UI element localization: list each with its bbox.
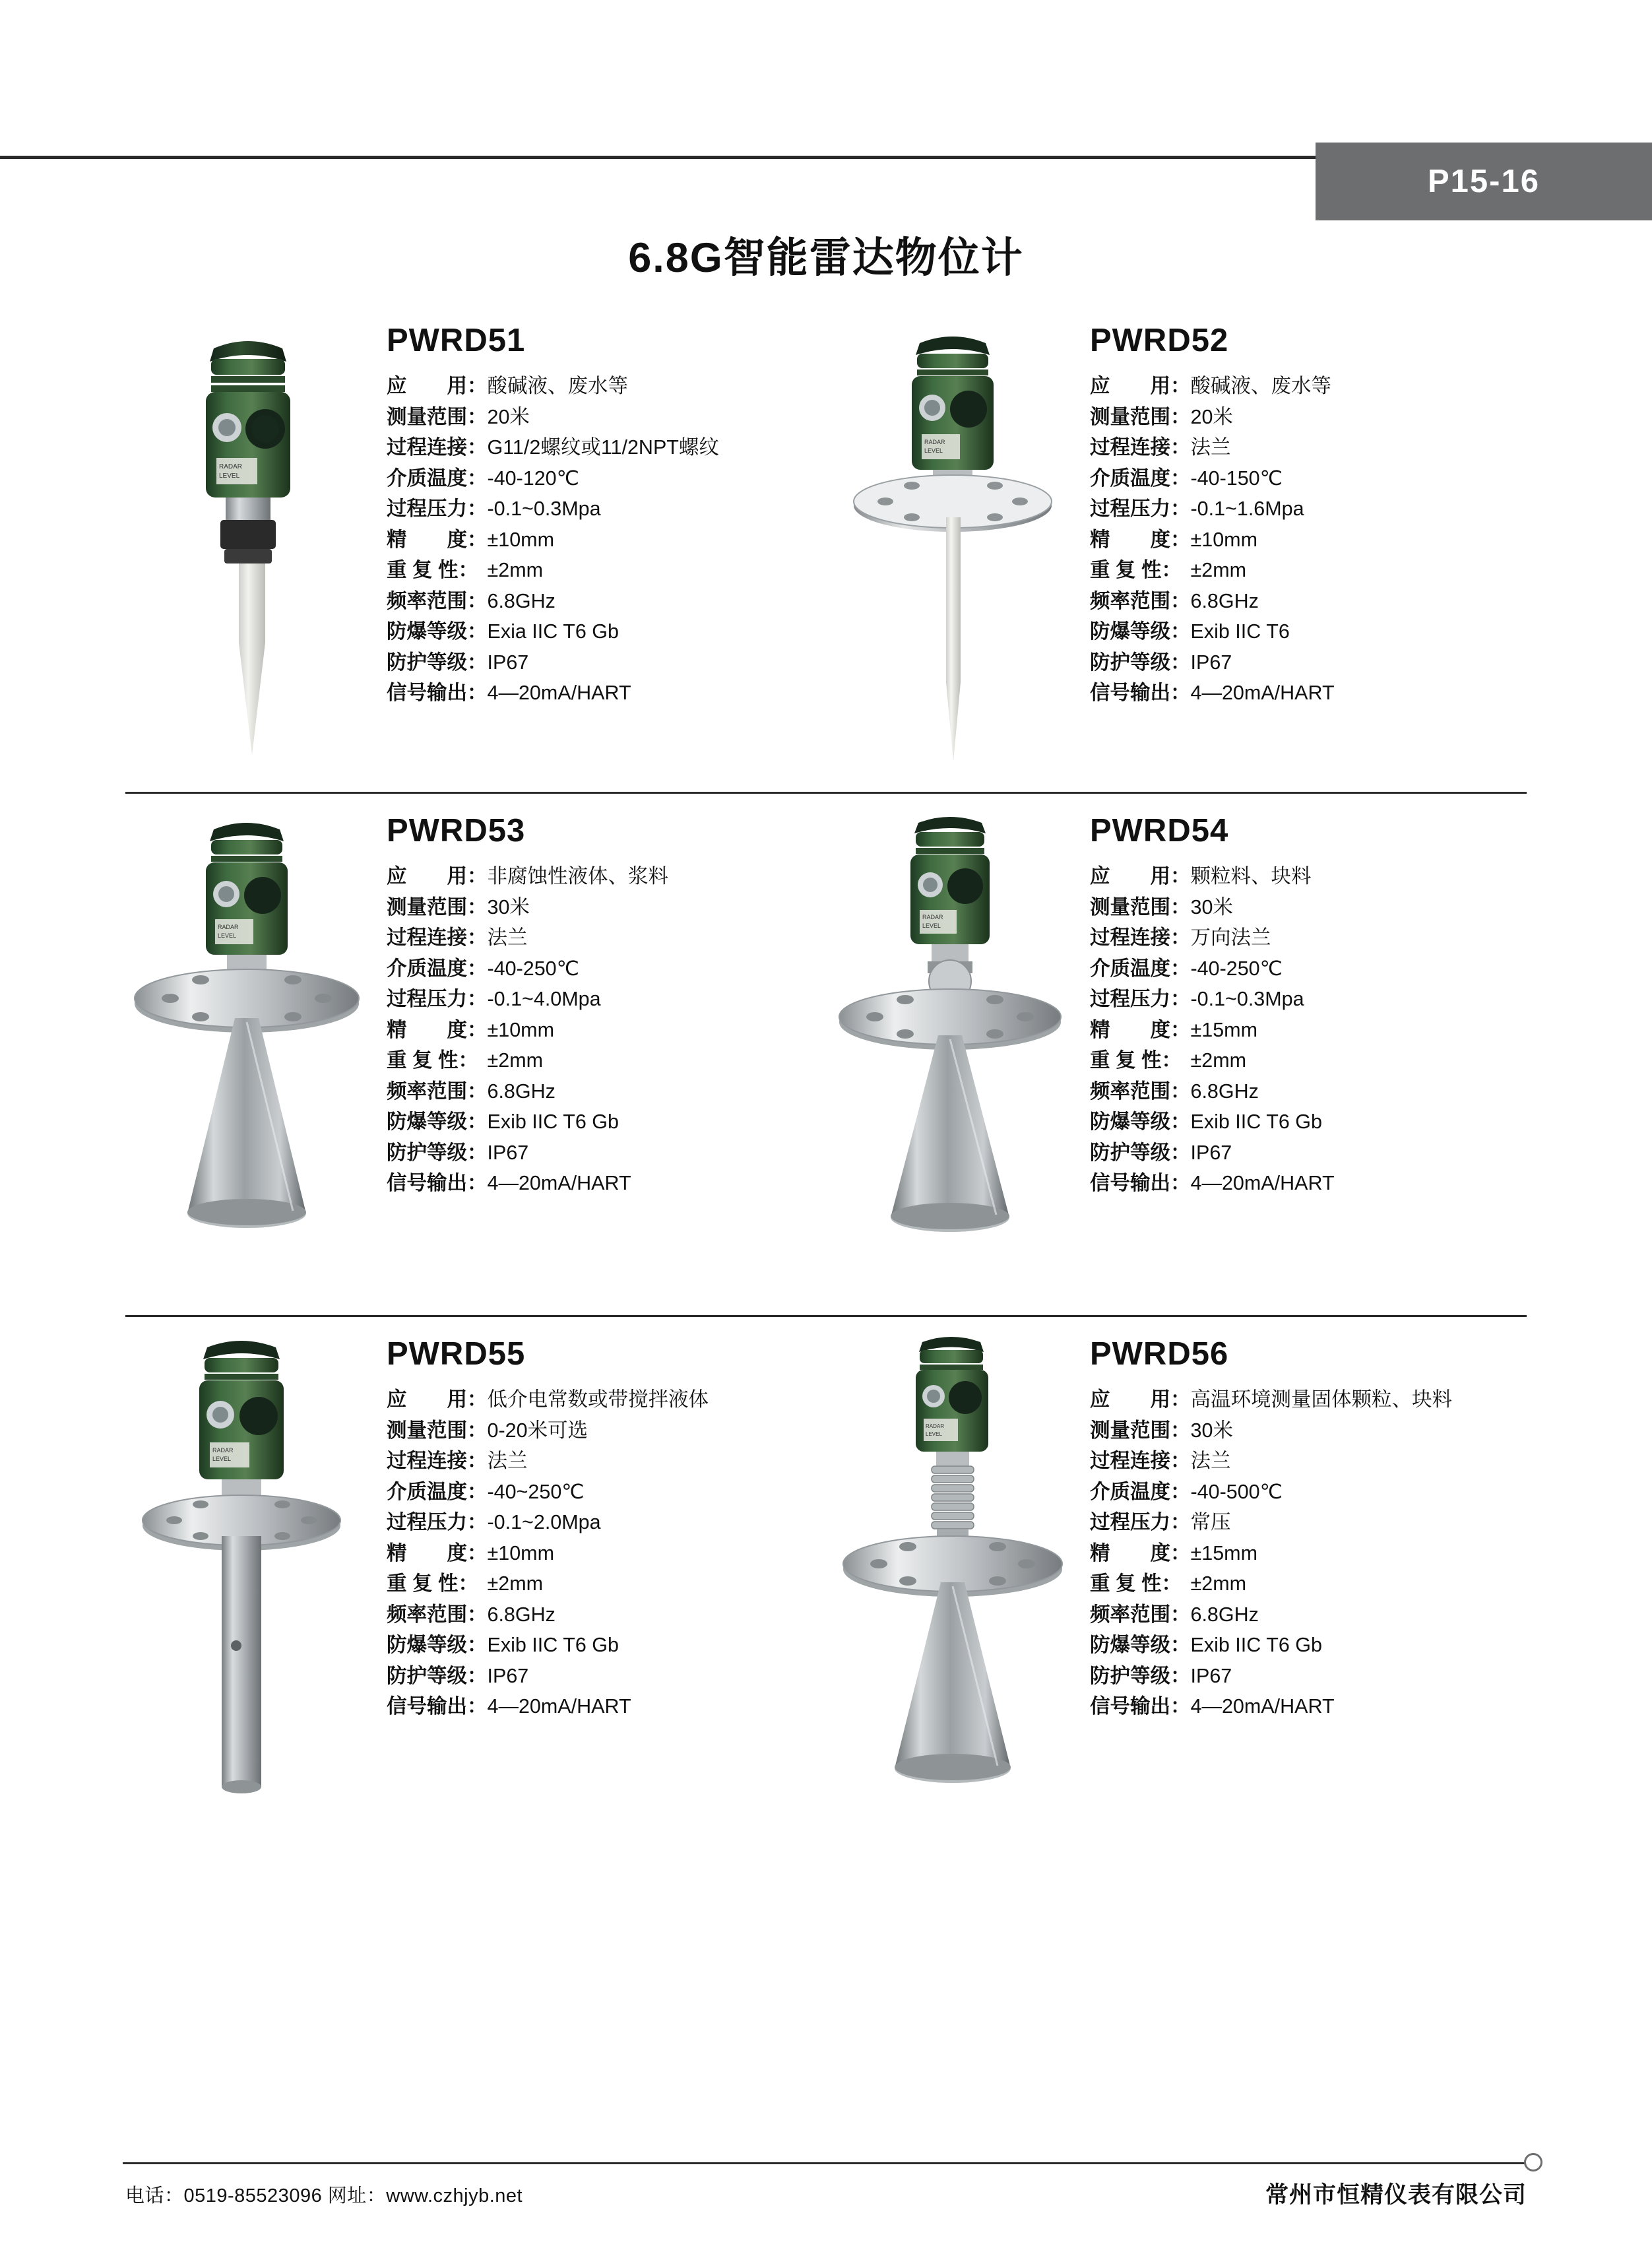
spec-value-frequency: 6.8GHz — [1190, 589, 1259, 612]
spec-value-application: 非腐蚀性液体、浆料 — [487, 865, 668, 887]
spec-row-protection — [1090, 653, 1335, 684]
spec-value-repeatability: ±2mm — [487, 1572, 544, 1595]
spec-row-process-pressure — [1090, 1512, 1452, 1543]
spec-value-accuracy: ±15mm — [1190, 1541, 1257, 1564]
spec-label-process-connection: 过程连接： — [1090, 1450, 1191, 1472]
spec-value-range: 20米 — [1190, 405, 1233, 428]
spec-value-process-pressure: 常压 — [1190, 1511, 1231, 1533]
spec-label-process-pressure: 过程压力： — [387, 988, 488, 1010]
spec-row-process-pressure — [387, 499, 719, 530]
spec-value-explosion-proof: Exia IIC T6 Gb — [487, 620, 619, 643]
product-specs-pwrd54 — [1083, 800, 1529, 1204]
product-model: PWRD53 — [387, 813, 526, 849]
svg-text:LEVEL: LEVEL — [219, 472, 240, 480]
spec-row-process-connection — [1090, 437, 1335, 468]
product-specs-pwrd52 — [1083, 310, 1529, 714]
spec-label-explosion-proof: 防爆等级： — [1090, 620, 1191, 643]
spec-label-accuracy: 精 度： — [387, 528, 488, 551]
spec-value-frequency: 6.8GHz — [487, 1079, 556, 1103]
product-image-pwrd51 — [123, 310, 380, 784]
spec-value-frequency: 6.8GHz — [1190, 1079, 1259, 1103]
radar-level-meter-universal-flange-horn-icon — [833, 812, 1077, 1301]
spec-value-process-connection: 法兰 — [487, 926, 528, 949]
spec-label-application: 应 用： — [387, 1388, 488, 1411]
spec-label-process-connection: 过程连接： — [1090, 436, 1191, 459]
product-image-pwrd53 — [123, 800, 380, 1301]
spec-label-frequency: 频率范围： — [1090, 1079, 1191, 1103]
product-specs-pwrd56 — [1083, 1324, 1529, 1727]
spec-label-accuracy: 精 度： — [1090, 1541, 1191, 1564]
spec-label-medium-temperature: 介质温度： — [387, 466, 488, 490]
footer-divider — [123, 2162, 1529, 2164]
spec-value-process-pressure: -0.1~1.6Mpa — [1190, 498, 1304, 520]
spec-value-application: 酸碱液、废水等 — [1190, 375, 1331, 397]
spec-value-process-pressure: -0.1~2.0Mpa — [487, 1511, 601, 1533]
spec-label-accuracy: 精 度： — [1090, 1018, 1191, 1041]
spec-value-application: 低介电常数或带搅拌液体 — [487, 1388, 709, 1411]
spec-value-explosion-proof: Exib IIC T6 Gb — [487, 1110, 619, 1133]
spec-value-medium-temperature: -40~250℃ — [487, 1480, 585, 1503]
spec-label-medium-temperature: 介质温度： — [1090, 957, 1191, 980]
footer-contact: 电话：0519-85523096 网址：www.czhjyb.net — [125, 2185, 523, 2206]
spec-label-frequency: 频率范围： — [1090, 1603, 1191, 1626]
spec-row-process-connection — [387, 928, 668, 959]
spec-value-process-pressure: -0.1~0.3Mpa — [487, 498, 601, 520]
spec-label-range: 测量范围： — [387, 895, 488, 918]
spec-label-repeatability: 重 复 性： — [387, 559, 478, 581]
product-image-pwrd52 — [826, 310, 1083, 784]
spec-value-accuracy: ±10mm — [1190, 528, 1257, 551]
product-model: PWRD54 — [1090, 813, 1229, 849]
spec-table — [387, 376, 719, 714]
spec-value-range: 30米 — [487, 895, 530, 918]
spec-value-frequency: 6.8GHz — [1190, 1603, 1259, 1626]
spec-row-protection — [387, 653, 719, 684]
product-card-pwrd53 — [123, 794, 826, 1315]
spec-label-protection: 防护等级： — [1090, 1664, 1191, 1687]
svg-text:RADAR: RADAR — [218, 924, 239, 930]
spec-table — [1090, 866, 1335, 1204]
spec-label-protection: 防护等级： — [387, 1664, 488, 1687]
spec-value-protection: IP67 — [1190, 1141, 1232, 1164]
spec-label-range: 测量范围： — [1090, 1419, 1191, 1442]
spec-row-application — [387, 866, 668, 897]
spec-value-explosion-proof: Exib IIC T6 Gb — [1190, 1634, 1322, 1656]
spec-value-process-connection: G11/2螺纹或11/2NPT螺纹 — [487, 436, 719, 459]
spec-row-frequency — [1090, 591, 1335, 622]
spec-row-application — [1090, 866, 1335, 897]
spec-value-accuracy: ±10mm — [487, 528, 554, 551]
spec-row-signal-output — [1090, 1696, 1452, 1727]
spec-row-medium-temperature — [1090, 1482, 1452, 1513]
spec-value-protection: IP67 — [487, 1664, 529, 1687]
spec-value-process-pressure: -0.1~4.0Mpa — [487, 988, 601, 1010]
spec-row-accuracy — [387, 1543, 709, 1574]
product-grid — [123, 304, 1529, 1845]
spec-label-signal-output: 信号输出： — [1090, 1172, 1191, 1194]
spec-row-protection — [1090, 1143, 1335, 1174]
footer-dot-decoration — [1524, 2153, 1542, 2172]
spec-row-frequency — [1090, 1605, 1452, 1636]
spec-label-range: 测量范围： — [1090, 895, 1191, 918]
spec-row-repeatability — [387, 1574, 709, 1605]
product-specs-pwrd53 — [380, 800, 826, 1204]
spec-value-frequency: 6.8GHz — [487, 1603, 556, 1626]
spec-value-process-connection: 法兰 — [487, 1450, 528, 1472]
svg-text:RADAR: RADAR — [922, 914, 943, 920]
spec-value-explosion-proof: Exib IIC T6 Gb — [1190, 1110, 1322, 1133]
spec-row-process-connection — [1090, 928, 1335, 959]
spec-row-medium-temperature — [387, 1482, 709, 1513]
spec-label-application: 应 用： — [387, 865, 488, 887]
spec-row-frequency — [1090, 1081, 1335, 1112]
product-image-pwrd56 — [826, 1324, 1083, 1837]
spec-row-range — [1090, 897, 1335, 928]
product-row — [123, 1317, 1529, 1845]
svg-text:LEVEL: LEVEL — [212, 1456, 232, 1462]
spec-label-protection: 防护等级： — [387, 651, 488, 674]
page-header — [0, 0, 1652, 218]
spec-value-protection: IP67 — [487, 1141, 529, 1164]
spec-value-repeatability: ±2mm — [487, 1049, 544, 1072]
spec-value-range: 30米 — [1190, 895, 1233, 918]
spec-row-accuracy — [387, 1020, 668, 1051]
spec-table — [387, 866, 668, 1204]
spec-value-range: 20米 — [487, 405, 530, 428]
spec-label-accuracy: 精 度： — [387, 1541, 488, 1564]
spec-label-explosion-proof: 防爆等级： — [1090, 1110, 1191, 1133]
spec-value-repeatability: ±2mm — [1190, 1049, 1247, 1072]
spec-row-process-pressure — [1090, 499, 1335, 530]
svg-text:RADAR: RADAR — [924, 439, 945, 445]
spec-label-process-connection: 过程连接： — [1090, 926, 1191, 949]
spec-label-accuracy: 精 度： — [387, 1018, 488, 1041]
spec-label-frequency: 频率范围： — [1090, 589, 1191, 612]
svg-text:LEVEL: LEVEL — [218, 932, 237, 939]
product-model: PWRD51 — [387, 323, 526, 358]
spec-label-frequency: 频率范围： — [387, 1603, 488, 1626]
spec-label-process-connection: 过程连接： — [387, 926, 488, 949]
spec-value-medium-temperature: -40-250℃ — [1190, 957, 1283, 980]
product-card-pwrd52 — [826, 304, 1529, 792]
spec-label-process-connection: 过程连接： — [387, 1450, 488, 1472]
spec-label-signal-output: 信号输出： — [387, 1172, 488, 1194]
spec-row-frequency — [387, 591, 719, 622]
spec-table — [1090, 1390, 1452, 1727]
product-model: PWRD52 — [1090, 323, 1229, 358]
spec-row-range — [387, 407, 719, 438]
spec-row-repeatability — [1090, 1050, 1335, 1081]
spec-label-explosion-proof: 防爆等级： — [387, 1110, 488, 1133]
spec-row-frequency — [387, 1605, 709, 1636]
spec-label-process-pressure: 过程压力： — [1090, 988, 1191, 1010]
spec-label-explosion-proof: 防爆等级： — [387, 1634, 488, 1656]
radar-level-meter-coaxial-tube-icon — [129, 1335, 373, 1837]
spec-row-application — [1090, 376, 1335, 407]
spec-label-repeatability: 重 复 性： — [387, 1049, 478, 1072]
spec-row-process-pressure — [1090, 989, 1335, 1020]
spec-label-signal-output: 信号输出： — [1090, 682, 1191, 704]
svg-text:RADAR: RADAR — [212, 1447, 234, 1454]
spec-label-medium-temperature: 介质温度： — [1090, 1480, 1191, 1503]
product-card-pwrd51 — [123, 304, 826, 792]
product-specs-pwrd51 — [380, 310, 826, 714]
spec-value-signal-output: 4—20mA/HART — [487, 1695, 631, 1718]
spec-value-process-connection: 法兰 — [1190, 436, 1231, 459]
product-specs-pwrd55 — [380, 1324, 826, 1727]
spec-row-explosion-proof — [1090, 1112, 1335, 1143]
spec-label-process-pressure: 过程压力： — [1090, 498, 1191, 520]
spec-row-repeatability — [387, 560, 719, 591]
spec-label-protection: 防护等级： — [387, 1141, 488, 1164]
spec-value-frequency: 6.8GHz — [487, 589, 556, 612]
spec-row-repeatability — [387, 1050, 668, 1081]
spec-label-signal-output: 信号输出： — [1090, 1695, 1191, 1718]
spec-label-process-pressure: 过程压力： — [387, 498, 488, 520]
spec-value-protection: IP67 — [487, 651, 529, 674]
spec-row-medium-temperature — [1090, 468, 1335, 499]
spec-row-repeatability — [1090, 560, 1335, 591]
spec-row-explosion-proof — [1090, 1635, 1452, 1666]
spec-row-accuracy — [1090, 1543, 1452, 1574]
spec-label-application: 应 用： — [1090, 1388, 1191, 1411]
spec-value-range: 30米 — [1190, 1419, 1233, 1442]
spec-row-explosion-proof — [387, 1112, 668, 1143]
spec-value-repeatability: ±2mm — [1190, 559, 1247, 581]
spec-row-process-connection — [1090, 1451, 1452, 1482]
svg-text:LEVEL: LEVEL — [926, 1431, 942, 1437]
spec-value-medium-temperature: -40-500℃ — [1190, 1480, 1283, 1503]
spec-label-protection: 防护等级： — [1090, 651, 1191, 674]
spec-label-explosion-proof: 防爆等级： — [387, 620, 488, 643]
spec-row-application — [1090, 1390, 1452, 1421]
spec-value-process-connection: 万向法兰 — [1190, 926, 1271, 949]
spec-row-medium-temperature — [387, 468, 719, 499]
spec-value-application: 颗粒料、块料 — [1190, 865, 1312, 887]
spec-row-range — [387, 897, 668, 928]
spec-row-process-pressure — [387, 1512, 709, 1543]
footer-company-name: 常州市恒精仪表有限公司 — [1265, 2182, 1527, 2208]
radar-level-meter-high-temp-horn-icon — [833, 1335, 1077, 1837]
spec-label-repeatability: 重 复 性： — [1090, 1572, 1182, 1595]
spec-label-signal-output: 信号输出： — [387, 1695, 488, 1718]
spec-label-application: 应 用： — [1090, 375, 1191, 397]
page-number-badge — [1316, 143, 1652, 220]
spec-value-signal-output: 4—20mA/HART — [487, 682, 631, 704]
spec-label-repeatability: 重 复 性： — [1090, 559, 1182, 581]
spec-row-range — [387, 1421, 709, 1452]
product-row — [123, 304, 1529, 792]
spec-label-protection: 防护等级： — [1090, 1141, 1191, 1164]
spec-value-application: 酸碱液、废水等 — [487, 375, 628, 397]
product-card-pwrd54 — [826, 794, 1529, 1315]
spec-value-repeatability: ±2mm — [487, 559, 544, 581]
svg-text:RADAR: RADAR — [926, 1423, 945, 1429]
spec-label-range: 测量范围： — [387, 405, 488, 428]
spec-value-accuracy: ±10mm — [487, 1541, 554, 1564]
spec-row-frequency — [387, 1081, 668, 1112]
spec-value-application: 高温环境测量固体颗粒、块料 — [1190, 1388, 1452, 1411]
spec-value-protection: IP67 — [1190, 1664, 1232, 1687]
spec-label-process-pressure: 过程压力： — [1090, 1511, 1191, 1533]
spec-value-explosion-proof: Exib IIC T6 — [1190, 620, 1290, 643]
product-model: PWRD55 — [387, 1336, 526, 1372]
spec-table — [387, 1390, 709, 1727]
spec-row-application — [387, 1390, 709, 1421]
spec-label-application: 应 用： — [387, 375, 488, 397]
spec-value-process-connection: 法兰 — [1190, 1450, 1231, 1472]
product-model: PWRD56 — [1090, 1336, 1229, 1372]
spec-row-explosion-proof — [1090, 622, 1335, 653]
spec-row-signal-output — [387, 1696, 709, 1727]
spec-label-process-pressure: 过程压力： — [387, 1511, 488, 1533]
spec-label-accuracy: 精 度： — [1090, 528, 1191, 551]
product-row — [123, 794, 1529, 1315]
spec-label-medium-temperature: 介质温度： — [387, 957, 488, 980]
svg-text:LEVEL: LEVEL — [924, 447, 943, 454]
spec-value-signal-output: 4—20mA/HART — [487, 1172, 631, 1194]
spec-row-accuracy — [1090, 530, 1335, 561]
spec-label-explosion-proof: 防爆等级： — [1090, 1634, 1191, 1656]
spec-row-signal-output — [387, 1173, 668, 1204]
spec-value-explosion-proof: Exib IIC T6 Gb — [487, 1634, 619, 1656]
radar-level-meter-rod-icon — [143, 322, 360, 784]
spec-label-medium-temperature: 介质温度： — [387, 1480, 488, 1503]
svg-text:LEVEL: LEVEL — [922, 922, 941, 929]
spec-value-medium-temperature: -40-150℃ — [1190, 466, 1283, 490]
spec-row-explosion-proof — [387, 622, 719, 653]
spec-value-medium-temperature: -40-250℃ — [487, 957, 579, 980]
page-title: 6.8G智能雷达物位计 — [628, 235, 1024, 281]
spec-value-protection: IP67 — [1190, 651, 1232, 674]
product-image-pwrd54 — [826, 800, 1083, 1301]
svg-text:RADAR: RADAR — [219, 463, 243, 470]
product-card-pwrd55 — [123, 1317, 826, 1845]
spec-label-range: 测量范围： — [1090, 405, 1191, 428]
spec-row-repeatability — [1090, 1574, 1452, 1605]
radar-level-meter-horn-icon — [129, 812, 373, 1301]
spec-row-signal-output — [1090, 1173, 1335, 1204]
page-footer — [0, 2140, 1652, 2252]
spec-value-accuracy: ±10mm — [487, 1018, 554, 1041]
spec-label-medium-temperature: 介质温度： — [1090, 466, 1191, 490]
spec-label-frequency: 频率范围： — [387, 1079, 488, 1103]
spec-value-signal-output: 4—20mA/HART — [1190, 1172, 1335, 1194]
spec-label-process-connection: 过程连接： — [387, 436, 488, 459]
spec-row-protection — [1090, 1666, 1452, 1697]
page-number-label: P15-16 — [1427, 164, 1540, 199]
spec-label-range: 测量范围： — [387, 1419, 488, 1442]
spec-value-process-pressure: -0.1~0.3Mpa — [1190, 988, 1304, 1010]
product-image-pwrd55 — [123, 1324, 380, 1837]
spec-row-medium-temperature — [387, 959, 668, 990]
spec-value-range: 0-20米可选 — [487, 1419, 588, 1442]
spec-value-repeatability: ±2mm — [1190, 1572, 1247, 1595]
spec-label-repeatability: 重 复 性： — [1090, 1049, 1182, 1072]
spec-row-accuracy — [387, 530, 719, 561]
spec-row-protection — [387, 1143, 668, 1174]
spec-row-process-connection — [387, 1451, 709, 1482]
spec-label-frequency: 频率范围： — [387, 589, 488, 612]
spec-row-process-pressure — [387, 989, 668, 1020]
spec-row-signal-output — [387, 683, 719, 714]
spec-row-process-connection — [387, 437, 719, 468]
spec-value-signal-output: 4—20mA/HART — [1190, 682, 1335, 704]
spec-value-signal-output: 4—20mA/HART — [1190, 1695, 1335, 1718]
spec-table — [1090, 376, 1335, 714]
spec-row-signal-output — [1090, 683, 1335, 714]
spec-row-range — [1090, 1421, 1452, 1452]
spec-row-range — [1090, 407, 1335, 438]
spec-value-accuracy: ±15mm — [1190, 1018, 1257, 1041]
spec-label-application: 应 用： — [1090, 865, 1191, 887]
spec-row-protection — [387, 1666, 709, 1697]
spec-label-repeatability: 重 复 性： — [387, 1572, 478, 1595]
spec-row-medium-temperature — [1090, 959, 1335, 990]
product-card-pwrd56 — [826, 1317, 1529, 1845]
spec-row-accuracy — [1090, 1020, 1335, 1051]
spec-value-medium-temperature: -40-120℃ — [487, 466, 579, 490]
spec-label-signal-output: 信号输出： — [387, 682, 488, 704]
spec-row-application — [387, 376, 719, 407]
radar-level-meter-flange-rod-icon — [846, 322, 1064, 784]
spec-row-explosion-proof — [387, 1635, 709, 1666]
